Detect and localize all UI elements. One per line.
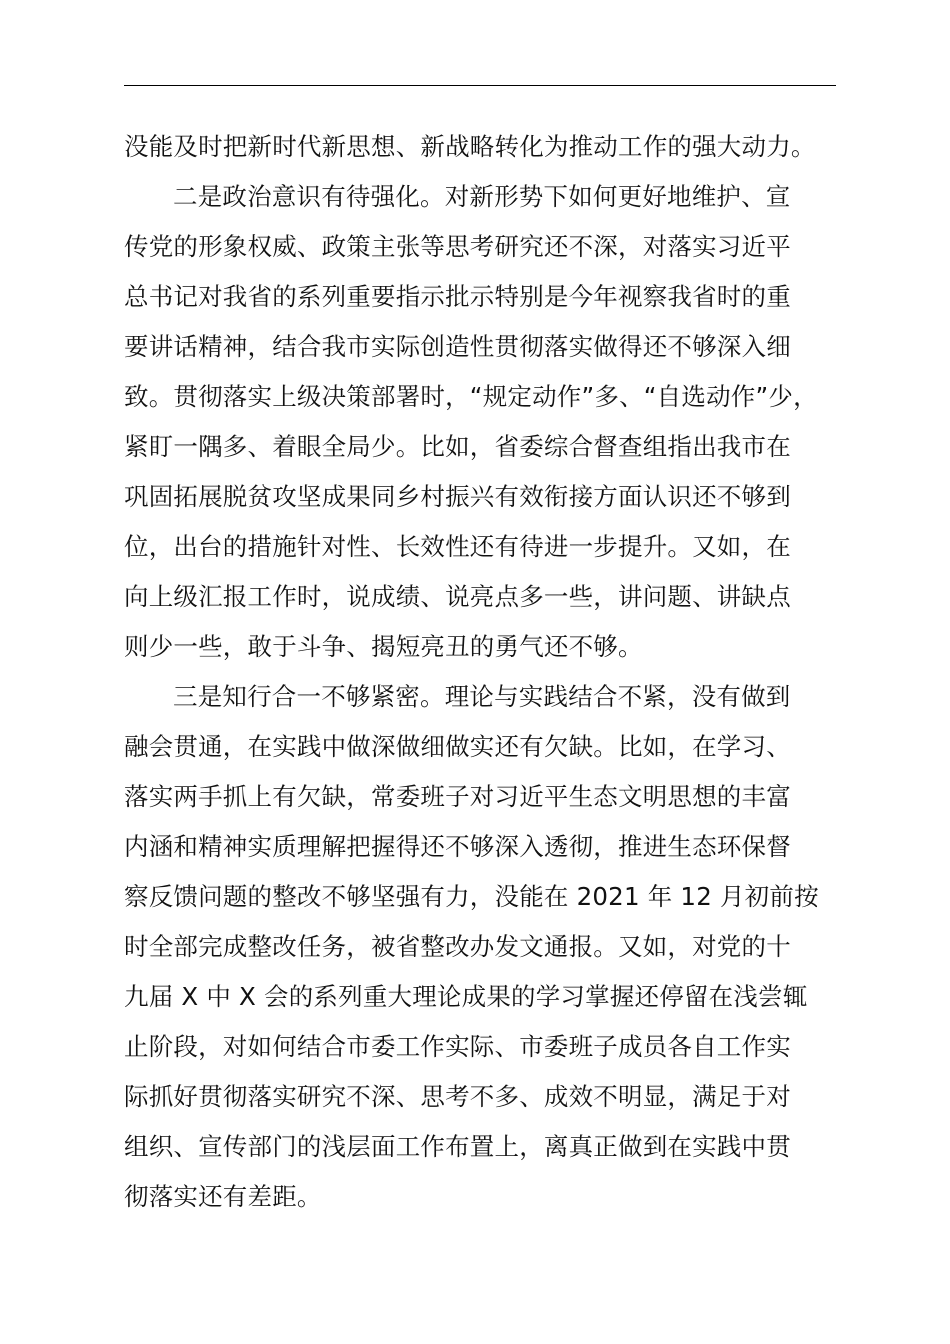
text-line: 位，出台的措施针对性、长效性还有待进一步提升。又如，在	[124, 532, 791, 561]
paragraph-start-line: 二是政治意识有待强化。对新形势下如何更好地维护、宣	[173, 182, 791, 211]
text-line: 紧盯一隅多、着眼全局少。比如，省委综合督查组指出我市在	[124, 432, 791, 461]
document-body	[124, 122, 836, 1222]
text-line: 要讲话精神，结合我市实际创造性贯彻落实做得还不够深入细	[124, 332, 791, 361]
text-line: 察反馈问题的整改不够坚强有力，没能在 2021 年 12 月初前按	[124, 882, 819, 911]
text-line: 内涵和精神实质理解把握得还不够深入透彻，推进生态环保督	[124, 832, 791, 861]
text-line: 则少一些，敢于斗争、揭短亮丑的勇气还不够。	[124, 632, 643, 661]
text-line: 向上级汇报工作时，说成绩、说亮点多一些，讲问题、讲缺点	[124, 582, 791, 611]
paragraph-start-line: 三是知行合一不够紧密。理论与实践结合不紧，没有做到	[173, 682, 791, 711]
text-line: 时全部完成整改任务，被省整改办发文通报。又如，对党的十	[124, 932, 791, 961]
text-line: 组织、宣传部门的浅层面工作布置上，离真正做到在实践中贯	[124, 1132, 791, 1161]
text-line: 巩固拓展脱贫攻坚成果同乡村振兴有效衔接方面认识还不够到	[124, 482, 791, 511]
text-line: 落实两手抓上有欠缺，常委班子对习近平生态文明思想的丰富	[124, 782, 791, 811]
text-line: 传党的形象权威、政策主张等思考研究还不深，对落实习近平	[124, 232, 791, 261]
header-rule	[124, 85, 836, 86]
text-line: 止阶段，对如何结合市委工作实际、市委班子成员各自工作实	[124, 1032, 791, 1061]
text-line: 九届 X 中 X 会的系列重大理论成果的学习掌握还停留在浅尝辄	[124, 982, 808, 1011]
text-line: 没能及时把新时代新思想、新战略转化为推动工作的强大动力。	[124, 132, 816, 161]
text-line: 总书记对我省的系列重要指示批示特别是今年视察我省时的重	[124, 282, 791, 311]
text-line: 融会贯通，在实践中做深做细做实还有欠缺。比如，在学习、	[124, 732, 791, 761]
text-line: 彻落实还有差距。	[124, 1182, 322, 1211]
text-line: 际抓好贯彻落实研究不深、思考不多、成效不明显，满足于对	[124, 1082, 791, 1111]
text-line: 致。贯彻落实上级决策部署时，“规定动作”多、“自选动作”少，	[124, 382, 818, 411]
